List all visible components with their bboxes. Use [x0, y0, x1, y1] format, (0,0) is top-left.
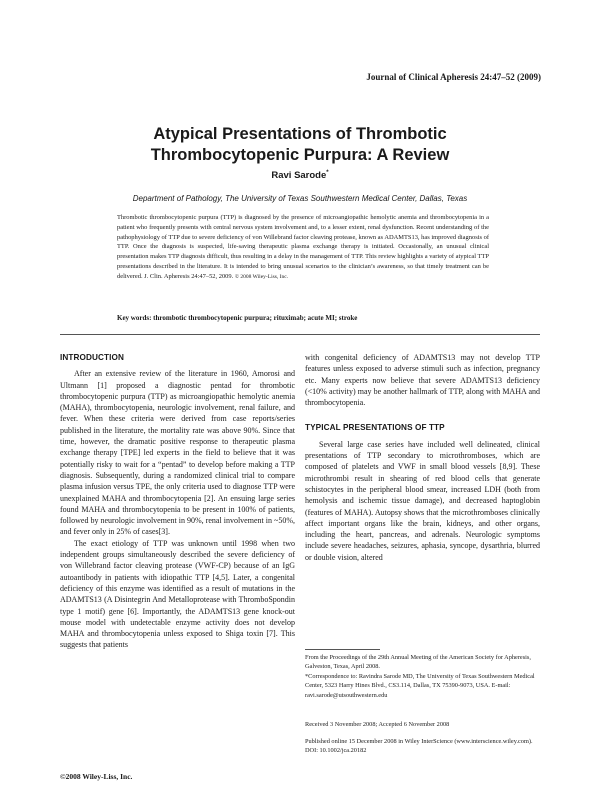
journal-header: Journal of Clinical Apheresis 24:47–52 (2009) [366, 72, 541, 82]
author-name: Ravi Sarode [271, 170, 327, 182]
typical-presentations-heading: TYPICAL PRESENTATIONS OF TTP [305, 423, 445, 433]
intro-paragraph-2-continued: with congenital deficiency of ADAMTS13 may not develop TTP features unless exposed to adverse stimuli such as infection, pregnancy etc. Many experts now believe that severe ADAMTS13 deficiency (<10% activity) may be another hallmark of TTP, along with MAHA and thrombocytopenia. [305, 353, 540, 408]
footnote-published: Published online 15 December 2008 in Wiley InterScience (www.interscience.wiley.com). DOI: 10.1002/jca.20182 [305, 738, 533, 755]
affiliation: Department of Pathology, The University of Texas Southwestern Medical Center, Dallas, Texas [132, 194, 468, 203]
typical-paragraph-1: Several large case series have included well delineated, clinical presentations of TTP secondary to microthromboses, which are composed of platelets and VWF in small blood vessels [8,9]. These microthrombi result in shearing of red blood cells that generate schistocytes in the peripheral blood smear, increased LDH (both from hemolysis and ischemic tissue damage), and decreased haptoglobin (features of MAHA). Autopsy shows that the microthromboses clinically affect important organs like the brain, kidneys, and other organs, including the heart, pancreas, and adrenals. Neurologic symptoms include severe headaches, seizures, aphasia, syncope, dysarthria, blurred or double vision, altered [305, 439, 540, 562]
author-mark: * [326, 170, 329, 176]
section-divider [60, 334, 540, 335]
column-right [305, 352, 540, 563]
title-line-2: Thrombocytopenic Purpura: A Review [150, 146, 450, 164]
footnote-divider [305, 649, 380, 650]
footnote-proceedings: From the Proceedings of the 29th Annual Meeting of the American Society for Apheresis, Galveston, Texas, April 2008. [305, 654, 531, 671]
abstract-copyright: © 2008 Wiley-Liss, Inc. [234, 273, 289, 280]
article-title [0, 124, 600, 166]
intro-paragraph-1: After an extensive review of the literature in 1960, Amorosi and Ultmann [1] proposed a diagnostic pentad for thrombotic thrombocytopenic purpura (TTP) as microangiopathic hemolytic anemia (MAHA), thrombocytopenia, neurologic involvement, renal failure, and fever. When these criteria were derived from case reports/series published in the literature, the mortality rate was above 90%. Since that time, however, the dramatic positive response to therapeutic plasma exchange therapy [TPE] led experts in the field to believe that it was potentially risky to wait for a “pentad” to develop before making a TTP diagnosis. Subsequently, during a randomized clinical trial to compare plasma infusion versus TPE, the only criteria used to diagnose TTP were unexplained MAHA and thrombocytopenia [2]. An ensuing large series found MAHA and thrombocytopenia to be present in 100% of patients, followed by neurologic involvement in 90%, renal involvement in ~50%, and fever only in 25% of cases[3]. [60, 369, 295, 537]
introduction-heading: INTRODUCTION [60, 353, 124, 362]
abstract [117, 213, 489, 283]
author-line [0, 170, 600, 181]
intro-paragraph-2: The exact etiology of TTP was unknown until 1998 when two independent groups simultaneously described the severe deficiency of von Willebrand factor cleaving protease (VWF-CP) because of an IgG autoantibody in patients with idiopathic TTP [4,5]. Later, a congenital deficiency of this enzyme was identified as a result of mutations in the ADAMTS13 (A Disintegrin And Metalloprotease with ThromboSpondin type 1 motif) gene [6]. Importantly, the ADAMTS13 gene knock-out mouse model with undetectable enzyme activity does not develop MAHA and thrombocytopenia unless exposed to Shiga toxin [7]. This suggests that patients [60, 538, 295, 650]
column-left [60, 352, 295, 651]
keywords: Key words: thrombotic thrombocytopenic purpura; rituximab; acute MI; stroke [117, 314, 358, 322]
footnote-correspondence: *Correspondence to: Ravindra Sarode MD, The University of Texas Southwestern Medical Center, 5323 Harry Hines Blvd., CS3.114, Dallas, TX 75390-9073, USA. E-mail: ravi.sarode@utsouthwestern.edu [305, 673, 535, 699]
abstract-text: Thrombotic thrombocytopenic purpura (TTP) is diagnosed by the presence of microangiopathic hemolytic anemia and thrombocytopenia in a patient who frequently presents with central nervous system involvement and, to a lesser extent, renal dysfunction. Recent understanding of the pathophysiology of TTP due to severe deficiency of von Willebrand factor cleaving protease, known as ADAMTS13, has improved diagnosis of TTP. Once the diagnosis is suspected, life-saving therapeutic plasma exchange therapy is initiated. Occasionally, an unusual clinical presentation makes TTP diagnosis difficult, thus resulting in a delay in the management of TTP. This review highlights a variety of atypical TTP presentations described in the literature. It is intended to bring unusual scenarios to the clinician’s awareness, so that timely treatment can be delivered. J. Clin. Apheresis 24:47–52, 2009. [117, 214, 489, 280]
footer-copyright: ©2008 Wiley-Liss, Inc. [60, 772, 133, 781]
footnote-received: Received 3 November 2008; Accepted 6 November 2008 [305, 721, 450, 728]
title-line-1: Atypical Presentations of Thrombotic [153, 125, 447, 143]
